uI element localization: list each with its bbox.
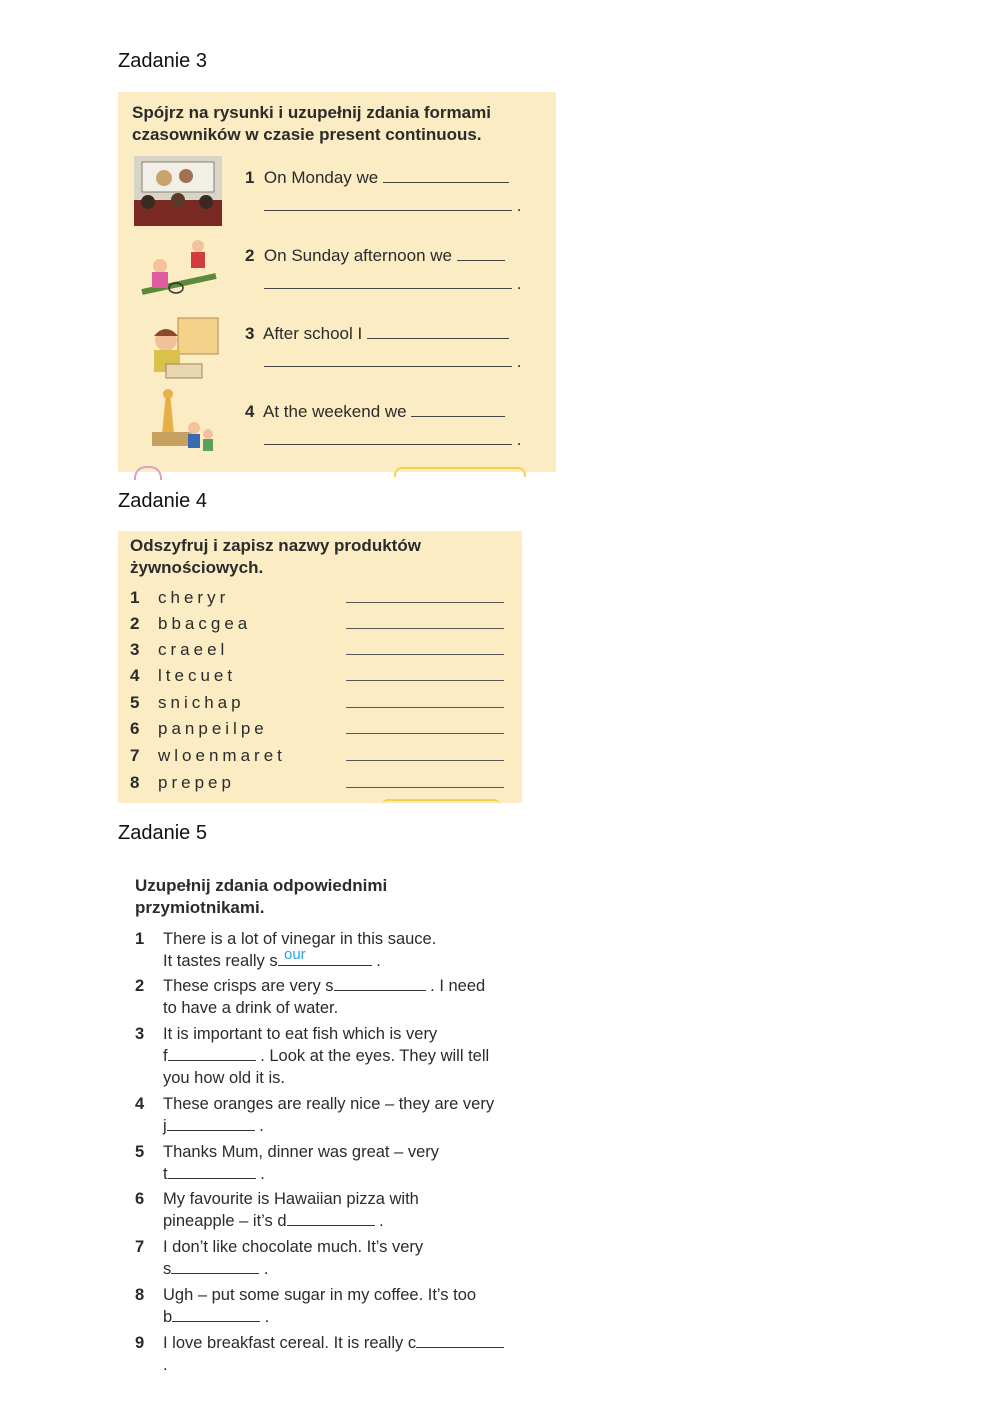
z5-item-line2 [163,950,515,972]
answer-blank[interactable] [167,1130,255,1131]
sentence-period: . [516,430,522,449]
z4-item-number: 7 [130,746,140,765]
z5-item-number: 7 [135,1238,145,1256]
z5-item-4 [135,1093,515,1137]
answer-blank[interactable] [457,260,505,261]
cinema-picture [134,156,222,226]
answer-blank[interactable] [278,965,372,966]
z5-item-7 [135,1236,515,1280]
answer-blank[interactable] [346,680,504,681]
z5-item-text: These crisps are very s [163,977,334,995]
answer-blank[interactable] [367,338,509,339]
z5-instruction-line1: Uzupełnij zdania odpowiednimi [135,876,388,895]
answer-blank[interactable] [264,210,512,211]
z4-item [130,773,235,793]
z5-item-3 [135,1023,515,1089]
scrambled-word: craeel [158,640,229,659]
answer-blank[interactable] [168,1178,256,1179]
z5-item-text: b [163,1308,173,1326]
z4-item [130,588,229,608]
z5-item-text: t [163,1165,168,1183]
cropped-label-shape [394,467,526,477]
z5-item-text: . Look at the eyes. They will tell [260,1047,490,1065]
scrambled-word: ltecuet [158,666,237,685]
sentence-period: . [163,1356,168,1374]
z5-item-text: Ugh – put some sugar in my coffee. It’s too [163,1286,477,1304]
z5-item-text: I don’t like chocolate much. It’s very [163,1238,424,1256]
z3-item-text: At the weekend we [262,402,407,421]
filled-answer: our [284,946,306,963]
answer-blank[interactable] [346,760,504,761]
z5-item-line2 [163,1115,515,1137]
z4-instruction [130,535,421,579]
z4-item [130,614,251,634]
z4-item-number: 4 [130,666,140,685]
answer-blank[interactable] [411,416,505,417]
z3-item-number: 3 [245,324,255,343]
z5-item-text: pineapple – it’s d [163,1212,287,1230]
z3-item-number: 4 [245,402,255,421]
z5-item-number: 9 [135,1334,145,1352]
z5-item-number: 1 [135,930,145,948]
z5-item-text: f [163,1047,168,1065]
z3-item-3 [245,324,509,344]
z4-item-number: 8 [130,773,140,792]
z5-item-line2 [163,1163,515,1185]
answer-blank[interactable] [416,1347,504,1348]
z5-instruction [135,875,387,919]
sentence-period: . [516,196,522,215]
z4-item-number: 1 [130,588,140,607]
z4-item [130,746,286,766]
z5-item-text: It is important to eat fish which is very [163,1025,438,1043]
z3-item-2 [245,246,505,266]
z5-item-text: to have a drink of water. [163,999,339,1017]
z4-item-number: 3 [130,640,140,659]
sentence-period: . [264,1308,270,1326]
z5-item-number: 5 [135,1143,145,1161]
answer-blank[interactable] [383,182,509,183]
z5-item-line1 [163,975,515,997]
z3-item-4-line2 [264,430,521,450]
z5-instruction-line2: przymiotnikami. [135,898,265,917]
z5-item-text: Thanks Mum, dinner was great – very [163,1143,440,1161]
z3-item-4 [245,402,505,422]
z5-item-text: It tastes really s [163,952,278,970]
z3-item-text: On Monday we [263,168,379,187]
answer-blank[interactable] [168,1060,256,1061]
sentence-period: . [516,274,522,293]
z5-item-2 [135,975,515,1019]
sentence-period: . [263,1260,269,1278]
sentence-period: . [379,1212,384,1230]
z5-item-text: j [163,1117,167,1135]
answer-blank[interactable] [346,654,504,655]
cropped-badge-icon [134,466,162,480]
z4-item [130,640,228,660]
z3-item-number: 2 [245,246,255,265]
eating-picture [136,314,220,384]
z3-instruction-line1: Spójrz na rysunki i uzupełnij zdania formami [132,103,491,122]
z5-item-line2 [163,1045,515,1067]
z4-item [130,719,268,739]
scrambled-word: snichap [158,693,245,712]
z5-item-6 [135,1188,515,1232]
z5-item-number: 4 [135,1095,145,1113]
answer-blank[interactable] [346,733,504,734]
cropped-label-shape [382,799,500,805]
scrambled-word: cheryr [158,588,230,607]
z3-item-1 [245,168,509,188]
tennis-picture [136,232,220,304]
z5-item-number: 6 [135,1190,145,1208]
z3-instruction-line2: czasowników w czasie present continuous. [132,125,482,144]
z4-item-number: 5 [130,693,140,712]
answer-blank[interactable] [287,1225,375,1226]
z3-instruction [132,102,491,146]
answer-blank[interactable] [264,288,512,289]
z5-item-9 [135,1332,515,1376]
z4-item [130,693,245,713]
z3-heading: Zadanie 3 [118,50,207,72]
z3-panel [118,92,556,472]
z3-item-text: On Sunday afternoon we [263,246,452,265]
z4-item-number: 2 [130,614,140,633]
z5-item-text: I love breakfast cereal. It is really c [163,1334,417,1352]
answer-blank[interactable] [264,444,512,445]
z5-item-line2 [163,1210,515,1232]
z5-item-text: s [163,1260,172,1278]
z5-item-text: you how old it is. [163,1069,285,1087]
z5-item-text: There is a lot of vinegar in this sauce. [163,930,437,948]
z4-item-number: 6 [130,719,140,738]
z5-item-1 [135,928,515,972]
scrambled-word: prepep [158,773,235,792]
scrambled-word: panpeilpe [158,719,268,738]
z4-heading: Zadanie 4 [118,490,207,512]
z4-instruction-line1: Odszyfruj i zapisz nazwy produktów [130,536,421,555]
z4-instruction-line2: żywnościowych. [130,558,264,577]
sentence-period: . [259,1117,264,1135]
zoo-picture [136,388,222,456]
z5-item-line2 [163,1258,515,1280]
z5-item-line1 [163,1332,515,1354]
answer-blank[interactable] [171,1273,259,1274]
z5-item-text: These oranges are really nice – they are very [163,1095,495,1113]
scrambled-word: bbacgea [158,614,252,633]
z5-item-number: 3 [135,1025,145,1043]
z5-item-8 [135,1284,515,1328]
z5-item-number: 8 [135,1286,145,1304]
z5-item-5 [135,1141,515,1185]
z3-item-number: 1 [245,168,255,187]
answer-blank[interactable] [334,990,426,991]
answer-blank[interactable] [264,366,512,367]
z5-item-text: . I need [430,977,486,995]
z5-item-number: 2 [135,977,145,995]
z5-item-text: My favourite is Hawaiian pizza with [163,1190,419,1208]
z3-item-2-line2 [264,274,521,294]
answer-blank[interactable] [346,787,504,788]
z3-item-1-line2 [264,196,521,216]
sentence-period: . [516,352,522,371]
answer-blank[interactable] [346,628,504,629]
sentence-period: . [376,952,381,970]
z5-heading: Zadanie 5 [118,822,207,844]
z3-item-3-line2 [264,352,521,372]
scrambled-word: wloenmaret [158,746,286,765]
answer-blank[interactable] [346,707,504,708]
sentence-period: . [260,1165,265,1183]
answer-blank[interactable] [346,602,504,603]
z4-item [130,666,236,686]
z5-item-line2 [163,1306,515,1328]
answer-blank[interactable] [172,1321,260,1322]
z3-item-text: After school I [262,324,363,343]
